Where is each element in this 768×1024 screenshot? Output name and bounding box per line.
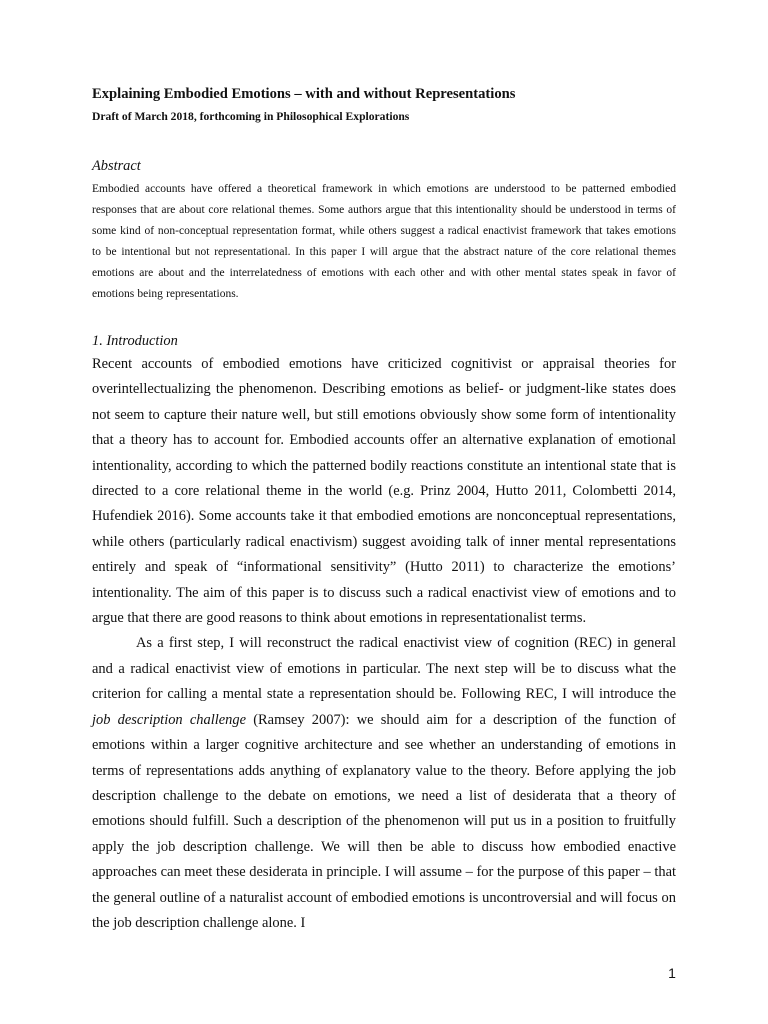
paragraph-2-text-start: As a first step, I will reconstruct the radical enactivist view of cognition (REC) in general and a radical enactivist view of emotions in particular. The next step will be to discuss what the criterion for calling a mental state a representation should be. Following REC, I will introduce the bbox=[92, 635, 676, 703]
paragraph-2-text-end: (Ramsey 2007): we should aim for a description of the function of emotions within a larger cognitive architecture and see whether an understanding of emotions in terms of representations adds anything of explanatory value to the theory. Before applying the job description challenge to the debate on emotions, we need a list of desiderata that a theory of emotions should fulfill. Such a description of the phenomenon will put us in a position to fruitfully apply the job description challenge. We will then be able to discuss how embodied enactive approaches can meet these desiderata in principle. I will assume – for the purpose of this paper – that the general outline of a naturalist account of embodied emotions is uncontroversial and will focus on the job description challenge alone. I bbox=[92, 711, 676, 931]
paper-title: Explaining Embodied Emotions – with and without Representations bbox=[92, 86, 516, 102]
paragraph-1: Recent accounts of embodied emotions have criticized cognitivist or appraisal theories for overintellectualizing the phenomenon. Describing emotions as belief- or judgment-like states does not seem to capture their nature well, but still emotions obviously show some form of intentionality that a theory has to account for. Embodied accounts offer an alternative explanation of emotional intentionality, according to which the patterned bodily reactions constitute an intentional state that is directed to a core relational theme in the world (e.g. Prinz 2004, Hutto 2011, Colombetti 2014, Hufendiek 2016). Some accounts take it that embodied emotions are nonconceptual representations, while others (particularly radical enactivism) suggest avoiding talk of inner mental representations entirely and speak of “informational sensitivity” (Hutto 2011) to characterize the emotions’ intentionality. The aim of this paper is to discuss such a radical enactivist view of emotions and to argue that there are good reasons to think about emotions in representationalist terms. bbox=[92, 356, 676, 627]
page-number: 1 bbox=[668, 965, 676, 981]
abstract-text: Embodied accounts have offered a theoretical framework in which emotions are understood to be patterned embodied responses that are about core relational themes. Some authors argue that this intentionality should be understood in terms of some kind of non-conceptual representation format, while others suggest a radical enactivist framework that takes emotions to be intentional but not representational. In this paper I will argue that the abstract nature of the core relational themes emotions are about and the interrelatedness of emotions with each other and with other mental states speak in favor of emotions being representations. bbox=[92, 183, 676, 300]
section-heading-introduction: 1. Introduction bbox=[92, 333, 178, 349]
paragraph-2-italic-term: job description challenge bbox=[92, 711, 246, 728]
introduction-body bbox=[92, 352, 676, 936]
paragraph-2 bbox=[92, 631, 676, 936]
paper-subtitle: Draft of March 2018, forthcoming in Philosophical Explorations bbox=[92, 110, 410, 123]
abstract-heading: Abstract bbox=[92, 158, 141, 174]
